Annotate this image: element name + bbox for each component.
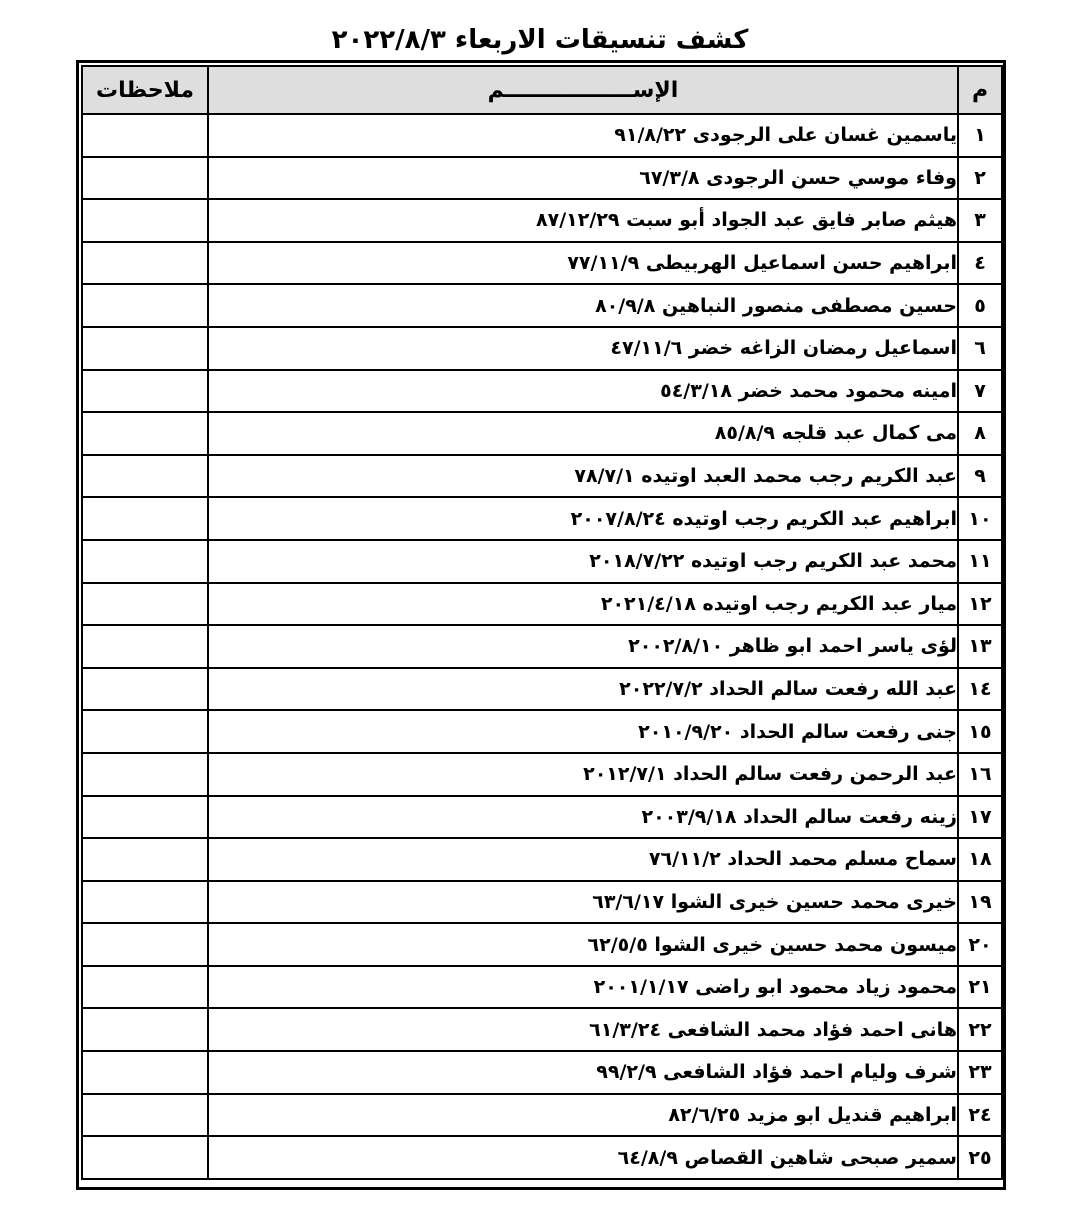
row-number: ٩: [958, 455, 1002, 498]
row-notes: [82, 412, 208, 455]
table-row: [82, 923, 1002, 966]
table-row: [82, 114, 1002, 157]
row-name: اسماعيل رمضان الزاغه خضر ٤٧/١١/٦: [208, 327, 958, 370]
row-notes: [82, 242, 208, 285]
header-number: م: [958, 66, 1002, 114]
row-number: ٢٣: [958, 1051, 1002, 1094]
table-row: [82, 540, 1002, 583]
row-notes: [82, 796, 208, 839]
table-row: [82, 242, 1002, 285]
row-notes: [82, 1008, 208, 1051]
row-notes: [82, 1051, 208, 1094]
row-number: ٢٢: [958, 1008, 1002, 1051]
table-row: [82, 497, 1002, 540]
row-name: عبد الكريم رجب محمد العبد اوتيده ٧٨/٧/١: [208, 455, 958, 498]
table-row: [82, 370, 1002, 413]
row-number: ٢٤: [958, 1094, 1002, 1137]
row-number: ١٨: [958, 838, 1002, 881]
row-name: لؤى ياسر احمد ابو ظاهر ٢٠٠٢/٨/١٠: [208, 625, 958, 668]
row-number: ١١: [958, 540, 1002, 583]
row-number: ١: [958, 114, 1002, 157]
table-row: [82, 1008, 1002, 1051]
row-notes: [82, 923, 208, 966]
row-name: ميار عبد الكريم رجب اوتيده ٢٠٢١/٤/١٨: [208, 583, 958, 626]
row-number: ٢١: [958, 966, 1002, 1009]
row-number: ٦: [958, 327, 1002, 370]
table-row: [82, 838, 1002, 881]
row-number: ٨: [958, 412, 1002, 455]
row-name: سمير صبحى شاهين القصاص ٦٤/٨/٩: [208, 1136, 958, 1179]
table-row: [82, 753, 1002, 796]
table-row: [82, 796, 1002, 839]
row-notes: [82, 625, 208, 668]
table-row: [82, 327, 1002, 370]
table-row: [82, 625, 1002, 668]
row-number: ١٥: [958, 710, 1002, 753]
row-notes: [82, 668, 208, 711]
row-name: ياسمين غسان على الرجودى ٩١/٨/٢٢: [208, 114, 958, 157]
row-number: ١٦: [958, 753, 1002, 796]
row-number: ١٤: [958, 668, 1002, 711]
row-number: ٤: [958, 242, 1002, 285]
row-name: محمود زياد محمود ابو راضى ٢٠٠١/١/١٧: [208, 966, 958, 1009]
row-name: هيثم صابر فايق عبد الجواد أبو سبت ٨٧/١٢/٢٩: [208, 199, 958, 242]
row-number: ٢: [958, 157, 1002, 200]
row-number: ٢٠: [958, 923, 1002, 966]
row-notes: [82, 966, 208, 1009]
table-row: [82, 284, 1002, 327]
row-notes: [82, 370, 208, 413]
row-name: ميسون محمد حسين خيرى الشوا ٦٢/٥/٥: [208, 923, 958, 966]
row-name: مى كمال عبد قلجه ٨٥/٨/٩: [208, 412, 958, 455]
row-notes: [82, 114, 208, 157]
row-notes: [82, 710, 208, 753]
row-notes: [82, 753, 208, 796]
table-row: [82, 157, 1002, 200]
table-row: [82, 199, 1002, 242]
row-name: زينه رفعت سالم الحداد ٢٠٠٣/٩/١٨: [208, 796, 958, 839]
table-row: [82, 1136, 1002, 1179]
table-row: [82, 455, 1002, 498]
row-name: هانى احمد فؤاد محمد الشافعى ٦١/٣/٢٤: [208, 1008, 958, 1051]
row-name: حسين مصطفى منصور النباهين ٨٠/٩/٨: [208, 284, 958, 327]
row-name: شرف وليام احمد فؤاد الشافعى ٩٩/٢/٩: [208, 1051, 958, 1094]
row-name: عبد الله رفعت سالم الحداد ٢٠٢٢/٧/٢: [208, 668, 958, 711]
table-row: [82, 668, 1002, 711]
row-number: ٢٥: [958, 1136, 1002, 1179]
page-title: كشف تنسيقات الاربعاء ٢٠٢٢/٨/٣: [331, 25, 749, 55]
row-notes: [82, 284, 208, 327]
header-notes: ملاحظات: [82, 66, 208, 114]
row-number: ٣: [958, 199, 1002, 242]
row-name: جنى رفعت سالم الحداد ٢٠١٠/٩/٢٠: [208, 710, 958, 753]
table-row: [82, 966, 1002, 1009]
row-number: ٥: [958, 284, 1002, 327]
row-name: ابراهيم حسن اسماعيل الهربيطى ٧٧/١١/٩: [208, 242, 958, 285]
roster-table: [81, 65, 1003, 1180]
roster-body: [82, 114, 1002, 1179]
row-notes: [82, 327, 208, 370]
row-notes: [82, 497, 208, 540]
row-name: سماح مسلم محمد الحداد ٧٦/١١/٢: [208, 838, 958, 881]
row-name: وفاء موسي حسن الرجودى ٦٧/٣/٨: [208, 157, 958, 200]
row-number: ١٠: [958, 497, 1002, 540]
row-notes: [82, 1136, 208, 1179]
table-row: [82, 881, 1002, 924]
row-notes: [82, 583, 208, 626]
row-notes: [82, 1094, 208, 1137]
row-number: ١٣: [958, 625, 1002, 668]
row-notes: [82, 838, 208, 881]
row-name: امينه محمود محمد خضر ٥٤/٣/١٨: [208, 370, 958, 413]
row-name: خيرى محمد حسين خيرى الشوا ٦٣/٦/١٧: [208, 881, 958, 924]
table-row: [82, 710, 1002, 753]
row-notes: [82, 540, 208, 583]
row-notes: [82, 881, 208, 924]
row-name: ابراهيم قنديل ابو مزيد ٨٢/٦/٢٥: [208, 1094, 958, 1137]
header-row: [82, 66, 1002, 114]
row-notes: [82, 199, 208, 242]
roster-sheet: [76, 60, 1006, 1190]
row-notes: [82, 157, 208, 200]
row-name: ابراهيم عبد الكريم رجب اوتيده ٢٠٠٧/٨/٢٤: [208, 497, 958, 540]
row-notes: [82, 455, 208, 498]
table-row: [82, 412, 1002, 455]
row-number: ٧: [958, 370, 1002, 413]
row-number: ١٧: [958, 796, 1002, 839]
row-name: عبد الرحمن رفعت سالم الحداد ٢٠١٢/٧/١: [208, 753, 958, 796]
row-number: ١٢: [958, 583, 1002, 626]
row-number: ١٩: [958, 881, 1002, 924]
row-name: محمد عبد الكريم رجب اوتيده ٢٠١٨/٧/٢٢: [208, 540, 958, 583]
table-row: [82, 1051, 1002, 1094]
table-row: [82, 583, 1002, 626]
header-name: الإســـــــــــــــــم: [208, 66, 958, 114]
table-row: [82, 1094, 1002, 1137]
